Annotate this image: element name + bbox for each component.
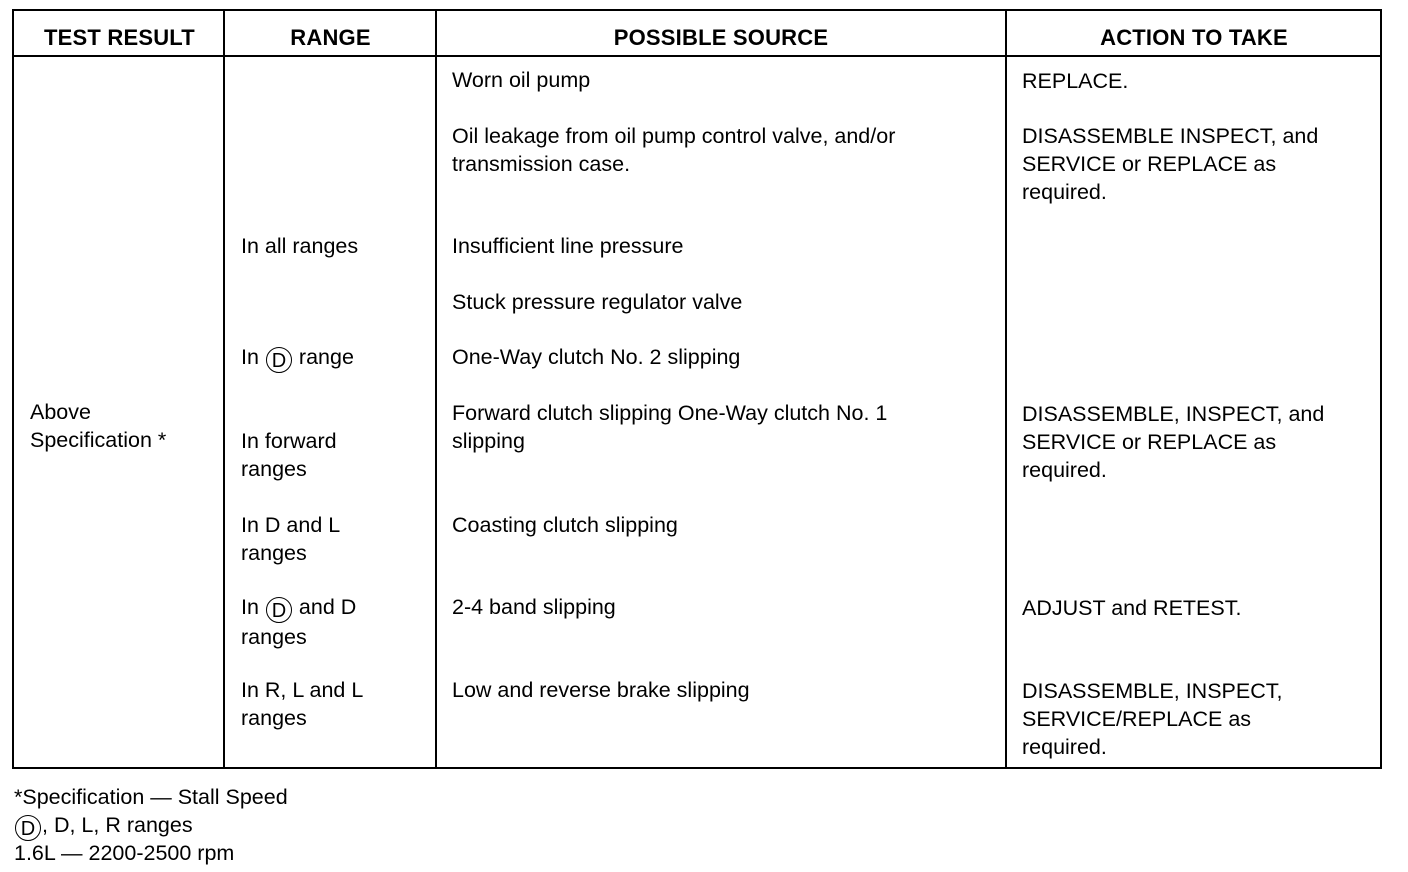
header-possible-source: POSSIBLE SOURCE [613, 25, 829, 50]
footnote-rpm: 1.6L — 2200-2500 rpm [14, 841, 235, 865]
circled-d-icon: D [15, 815, 41, 841]
circled-d-icon: D [266, 347, 292, 373]
footnote-ranges-text: , D, L, R ranges [42, 813, 193, 837]
source-stuck-valve: Stuck pressure regulator valve [452, 290, 743, 314]
source-low-reverse-brake: Low and reverse brake slipping [452, 678, 750, 702]
range-prefix: In [241, 595, 259, 619]
source-2-4-band: 2-4 band slipping [452, 595, 616, 619]
column-divider [223, 11, 225, 767]
source-coasting-clutch: Coasting clutch slipping [452, 513, 678, 537]
source-one-way-clutch-2: One-Way clutch No. 2 slipping [452, 345, 741, 369]
range-suffix: and D [298, 595, 357, 619]
range-d-circled-and-d [241, 593, 356, 651]
range-r-l-l: In R, L and L ranges [241, 678, 364, 730]
troubleshooting-table [12, 9, 1382, 769]
range-line2: ranges [241, 625, 307, 649]
action-disassemble-3: DISASSEMBLE, INSPECT, SERVICE/REPLACE as required. [1022, 679, 1283, 759]
test-result-cell: Above Specification * [30, 400, 167, 452]
header-range: RANGE [290, 25, 371, 50]
action-disassemble-1: DISASSEMBLE INSPECT, and SERVICE or REPLACE as required. [1022, 124, 1319, 204]
header-action: ACTION TO TAKE [1100, 25, 1288, 50]
action-replace: REPLACE. [1022, 69, 1129, 93]
action-adjust-retest: ADJUST and RETEST. [1022, 596, 1242, 620]
range-all: In all ranges [241, 234, 359, 258]
action-disassemble-2: DISASSEMBLE, INSPECT, and SERVICE or REPLACE as required. [1022, 402, 1325, 482]
footnote-ranges [14, 811, 193, 841]
range-prefix: In [241, 345, 259, 369]
range-d-circled [241, 343, 354, 373]
column-divider [1005, 11, 1007, 767]
circled-d-icon: D [266, 597, 292, 623]
column-divider [435, 11, 437, 767]
source-forward-clutch: Forward clutch slipping One-Way clutch No. 1 slipping [452, 401, 888, 453]
range-forward: In forward ranges [241, 429, 337, 481]
source-oil-leakage: Oil leakage from oil pump control valve, and/or transmission case. [452, 124, 896, 176]
range-d-and-l: In D and L ranges [241, 513, 341, 565]
table-header-row [14, 11, 1380, 57]
source-worn-oil-pump: Worn oil pump [452, 68, 591, 92]
footnote-spec: *Specification — Stall Speed [14, 785, 288, 809]
source-insufficient-pressure: Insufficient line pressure [452, 234, 684, 258]
header-test-result: TEST RESULT [44, 25, 195, 50]
range-suffix: range [298, 345, 354, 369]
